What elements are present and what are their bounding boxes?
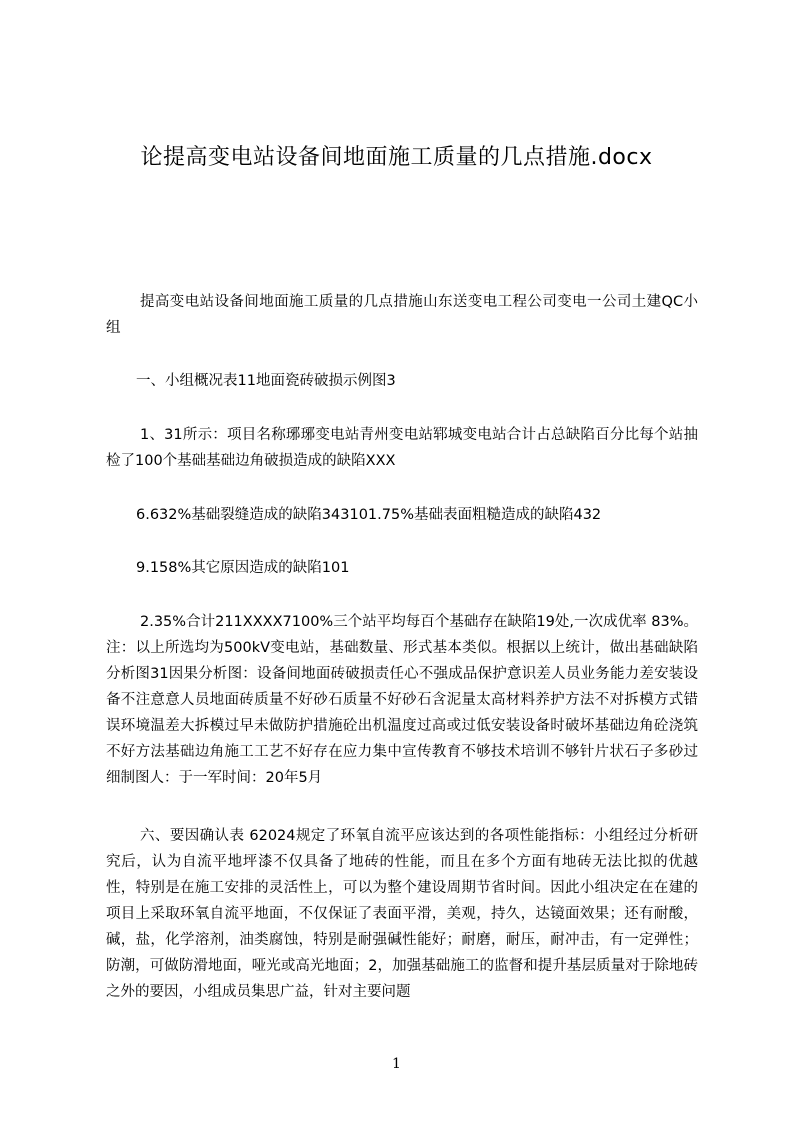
paragraph-analysis: 2.35%合计211XXXX7100%三个站平均每百个基础存在缺陷19处,一次成优率 83%。注：以上所选均为500kV变电站，基础数量、形式基本类似。根据以上统计，做出基础缺陷分析图31因果分析图：设备间地面砖破损责任心不强成品保护意识差人员业务能力差安装设备不注意意人员地面砖质量不好砂石质量不好砂石含泥量太高材料养护方法不对拆模方式错误环境温差大拆模过早未做防护措施砼出机温度过高或过低安装设备时破坏基础边角砼浇筑不好方法基础边角施工工艺不好存在应力集中宣传教育不够技术培训不够针片状石子多砂过细制图人：于一军时间：20年5月 [106, 614, 698, 786]
paragraph-table-row-1: 6.632%基础裂缝造成的缺陷343101.75%基础表面粗糙造成的缺陷432 [136, 507, 602, 523]
paragraph-table-row-2: 9.158%其它原因造成的缺陷101 [136, 560, 350, 576]
paragraph-intro: 提高变电站设备间地面施工质量的几点措施山东送变电工程公司变电一公司土建QC小组 [106, 294, 698, 336]
paragraph-section-6: 六、要因确认表 62024规定了环氧自流平应该达到的各项性能指标：小组经过分析研究后，认为自流平地坪漆不仅具备了地砖的性能，而且在多个方面有地砖无法比拟的优越性，特别是在施工安排的灵活性上，可以为整个建设周期节省时间。因此小组决定在在建的项目上采取环氧自流平地面，不仅保证了表面平滑，美观，持久，达镜面效果；还有耐酸，碱，盐，化学溶剂，油类腐蚀，特别是耐强碱性能好；耐磨，耐压，耐冲击，有一定弹性；防潮，可做防滑地面，哑光或高光地面；2，加强基础施工的监督和提升基层质量对于除地砖之外的要因，小组成员集思广益，针对主要问题 [106, 828, 698, 1000]
paragraph-table-header: 1、31所示：项目名称琊琊变电站青州变电站郓城变电站合计占总缺陷百分比每个站抽检了100个基础基础边角破损造成的缺陷XXX [106, 427, 698, 469]
paragraph-section-1: 一、小组概况表11地面瓷砖破损示例图3 [136, 373, 396, 389]
document-title: 论提高变电站设备间地面施工质量的几点措施.docx [140, 145, 653, 170]
page-number: 1 [392, 1056, 401, 1072]
